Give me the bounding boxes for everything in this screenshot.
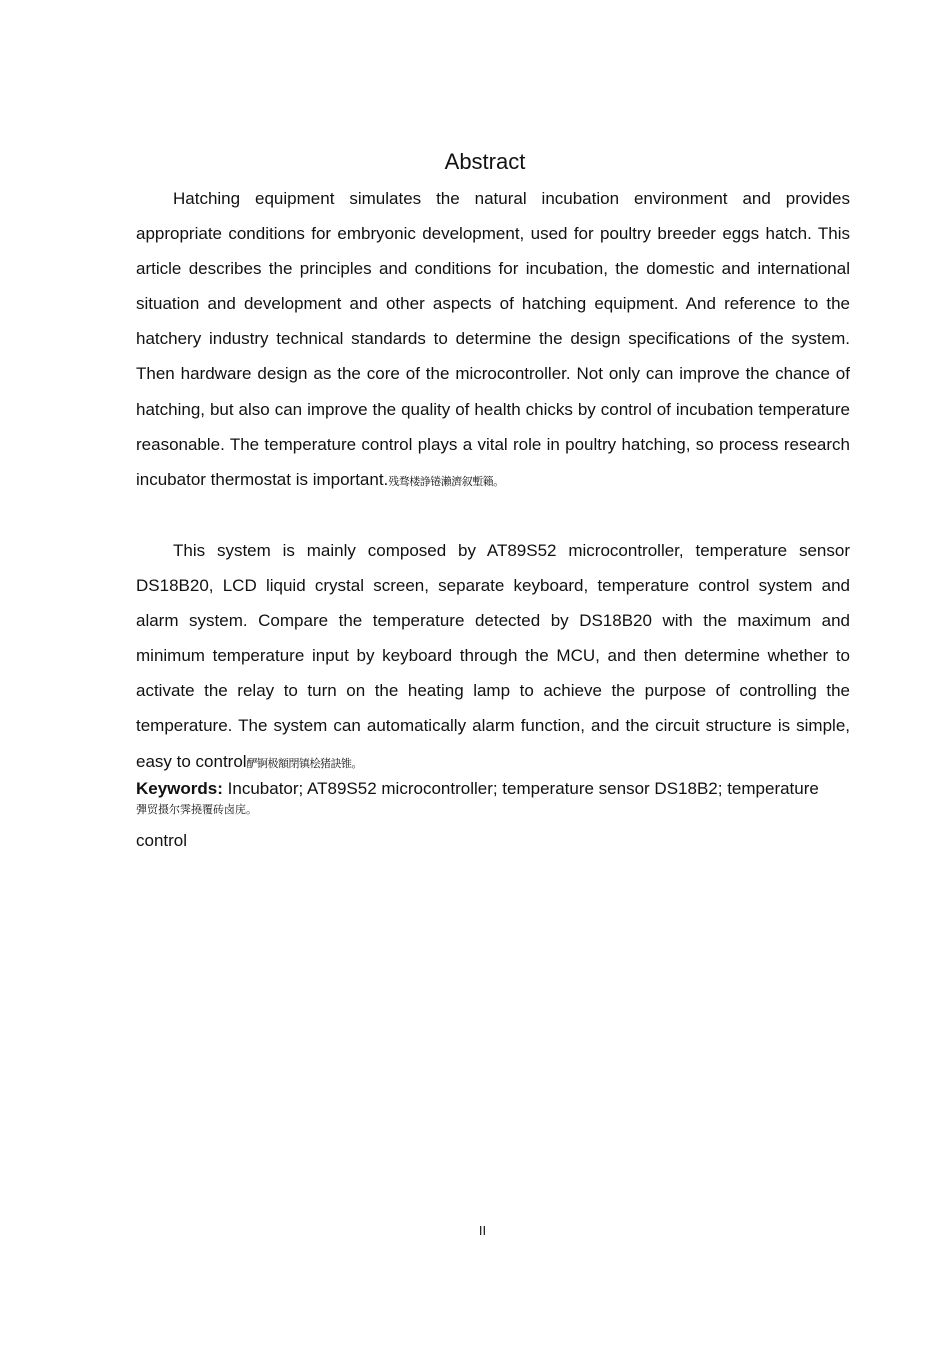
keywords-label: Keywords: [136,779,223,798]
paragraph-2-garbled-text: 酽锕极額閉镇桧猪訣锥。 [246,756,363,770]
keywords-line [136,778,866,800]
paragraph-2-text: This system is mainly composed by AT89S52 microcontroller, temperature sensor DS18B20, LCD liquid crystal screen, separate keyboard, temperature control system and alarm system. Compare the temperature detected by DS18B20 with the maximum and minimum temperature input by keyboard through the MCU, and then determine whether to activate the relay to turn on the heating lamp to achieve the purpose of controlling the temperature. The system can automatically alarm function, and the circuit structure is simple, easy to control [136,541,850,771]
abstract-paragraph-2 [136,533,850,781]
abstract-paragraph-1 [136,181,850,499]
abstract-title: Abstract [444,149,526,174]
keywords-tail: control [136,831,188,850]
paragraph-1-garbled-text: 残骛楼諍锩瀨濟叙塹籟。 [388,474,504,488]
keywords-text: Incubator; AT89S52 microcontroller; temperature sensor DS18B2; temperature [227,779,819,798]
page-number: II [478,1223,487,1238]
keywords-garbled-text: 彈贸摄尔霁撓覆砖卤庑。 [136,803,257,816]
paragraph-1-text: Hatching equipment simulates the natural incubation environment and provides appropriate conditions for embryonic development, used for poultry breeder eggs hatch. This article describes the principles and conditions for incubation, the domestic and international situation and development and other aspects of hatching equipment. And reference to the hatchery industry technical standards to determine the design specifications of the system. Then hardware design as the core of the microcontroller. Not only can improve the chance of hatching, but also can improve the quality of health chicks by control of incubation temperature reasonable. The temperature control plays a vital role in poultry hatching, so process research incubator thermostat is important. [136,189,850,489]
